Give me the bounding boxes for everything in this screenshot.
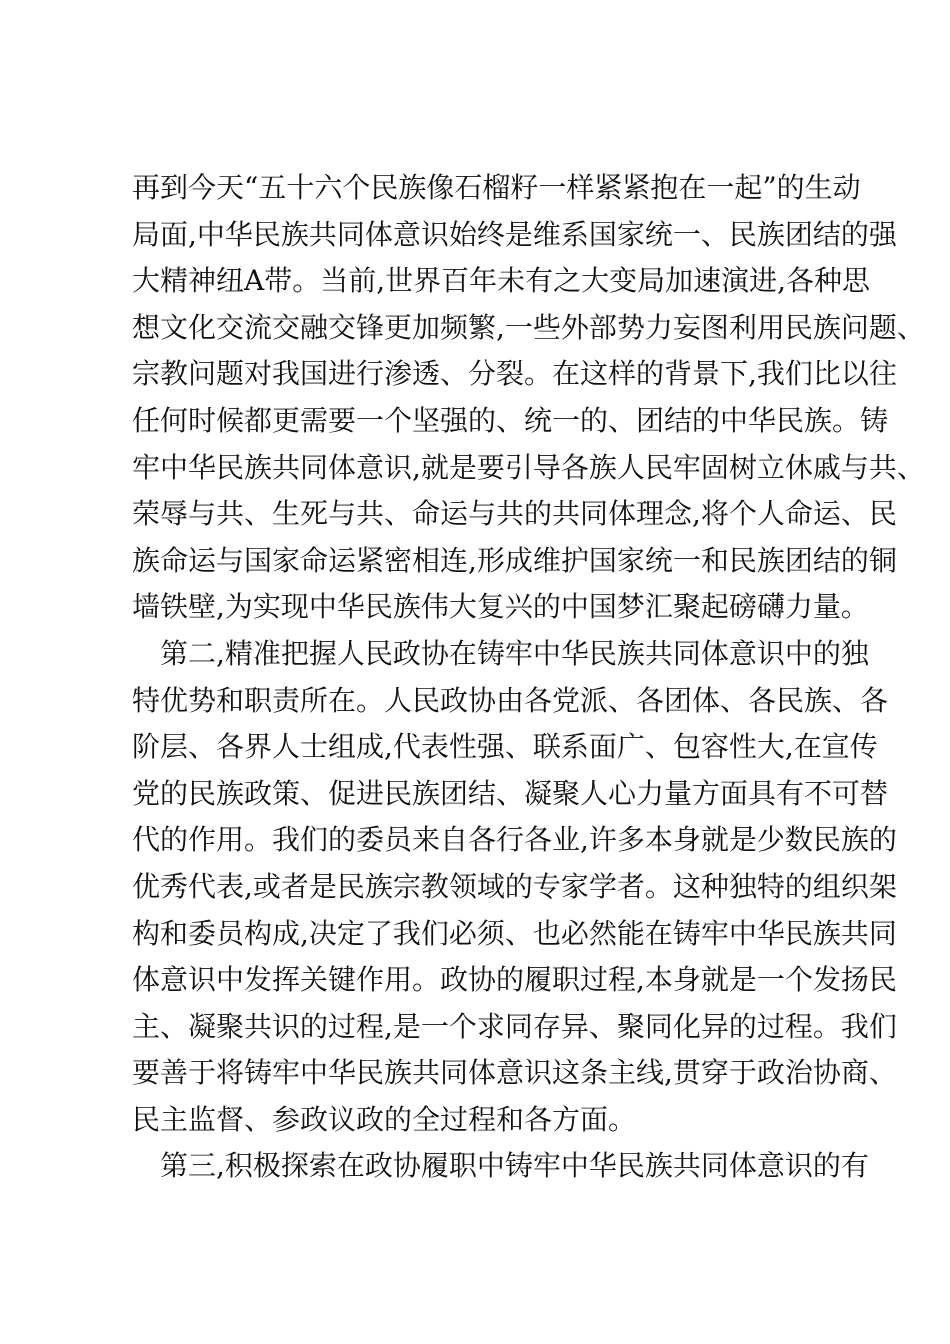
text-line: 宗教问题对我国进行渗透、分裂。在这样的背景下,我们比以往 xyxy=(132,357,897,391)
text-line: 体意识中发挥关键作用。政协的履职过程,本身就是一个发扬民 xyxy=(132,963,897,997)
text-line: 主、凝聚共识的过程,是一个求同存异、聚同化异的过程。我们 xyxy=(132,1009,897,1043)
text-line: 荣辱与共、生死与共、命运与共的共同体理念,将个人命运、民 xyxy=(132,497,897,531)
text-line: 阶层、各界人士组成,代表性强、联系面广、包容性大,在宣传 xyxy=(132,730,878,764)
text-line: 任何时候都更需要一个坚强的、统一的、团结的中华民族。铸 xyxy=(132,403,889,437)
text-line: 要善于将铸牢中华民族共同体意识这条主线,贯穿于政治协商、 xyxy=(132,1056,897,1090)
paragraph-2 xyxy=(132,631,897,1144)
text-line: 第三,积极探索在政协履职中铸牢中华民族共同体意识的有 xyxy=(132,1149,869,1183)
text-line: 想文化交流交融交锋更加频繁,一些外部势力妄图利用民族问题、 xyxy=(132,310,925,344)
text-line: 大精神纽A带。当前,世界百年未有之大变局加速演进,各种思 xyxy=(132,264,871,298)
text-line: 优秀代表,或者是民族宗教领域的专家学者。这种独特的组织架 xyxy=(132,869,897,903)
paragraph-3 xyxy=(132,1143,869,1190)
text-line: 民主监督、参政议政的全过程和各方面。 xyxy=(132,1102,637,1136)
text-line: 墙铁壁,为实现中华民族伟大复兴的中国梦汇聚起磅礴力量。 xyxy=(132,590,869,624)
text-line: 第二,精准把握人民政协在铸牢中华民族共同体意识中的独 xyxy=(132,636,869,670)
text-line: 构和委员构成,决定了我们必须、也必然能在铸牢中华民族共同 xyxy=(132,916,897,950)
text-line: 牢中华民族共同体意识,就是要引导各族人民牢固树立休戚与共、 xyxy=(132,450,925,484)
body-text xyxy=(132,165,925,1190)
text-line: 局面,中华民族共同体意识始终是维系国家统一、民族团结的强 xyxy=(132,217,897,251)
text-line: 代的作用。我们的委员来自各行各业,许多本身就是少数民族的 xyxy=(132,823,897,857)
paragraph-1 xyxy=(132,165,925,631)
text-line: 特优势和职责所在。人民政协由各党派、各团体、各民族、各 xyxy=(132,683,889,717)
text-line: 族命运与国家命运紧密相连,形成维护国家统一和民族团结的铜 xyxy=(132,543,897,577)
text-line: 党的民族政策、促进民族团结、凝聚人心力量方面具有不可替 xyxy=(132,776,889,810)
text-line: 再到今天“五十六个民族像石榴籽一样紧紧抱在一起”的生动 xyxy=(132,171,861,204)
